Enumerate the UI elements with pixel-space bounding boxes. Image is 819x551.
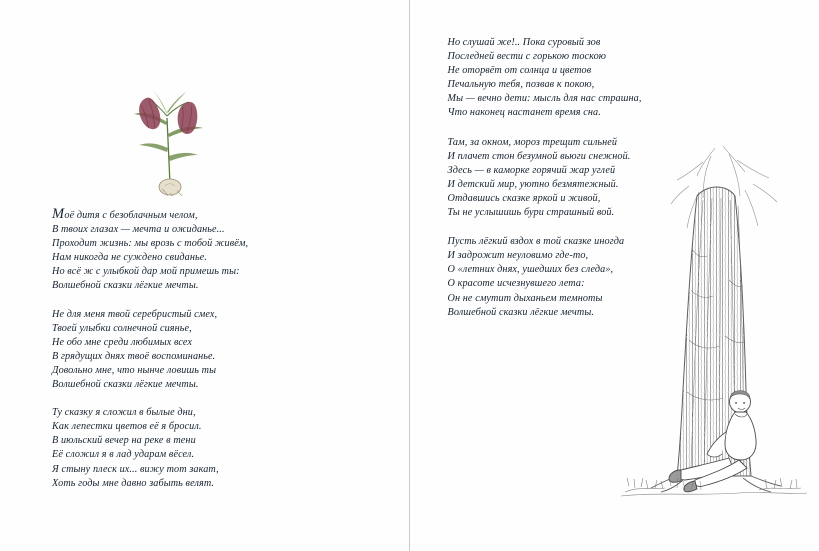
- poem-line: Ты не услышишь бури страшный вой.: [447, 207, 615, 219]
- poem-line: Волшебной сказки лёгкие мечты.: [447, 306, 594, 318]
- poem-line: Не обо мне среди любимых всех: [52, 336, 193, 348]
- poem-line: Пусть лёгкий вздох в той сказке иногда: [447, 236, 625, 248]
- poem-line: Волшебной сказки лёгкие мечты.: [52, 379, 199, 391]
- poem-line: О красоте исчезнувшего лета:: [447, 278, 585, 290]
- poem-line: Волшебной сказки лёгкие мечты.: [52, 280, 199, 292]
- poem-line: Мы — вечно дети: мысль для нас страшна,: [447, 93, 642, 105]
- stanza: [52, 207, 362, 294]
- poem-line: Он не смутит дыханьем темноты: [447, 292, 603, 304]
- poem-line: Ту сказку я сложил в былые дни,: [52, 407, 196, 419]
- poem-line: В твоих глазах — мечта и ожиданье...: [52, 224, 225, 236]
- right-page: [410, 0, 819, 551]
- fritillary-flower-botanical-illustration: [110, 56, 230, 196]
- drop-cap: М: [52, 206, 65, 222]
- flower-svg: [110, 56, 230, 196]
- poem-line: Печальную тебя, позвав к покою,: [447, 79, 595, 91]
- tree-svg: [619, 140, 809, 520]
- poem-line: Здесь — в каморке горячий жар углей: [447, 164, 616, 176]
- poem-line: Что наконец настанет время сна.: [447, 107, 601, 119]
- poem-line: И детский мир, уютно безмятежный.: [447, 178, 619, 190]
- poem-line: Но слушай же!.. Пока суровый зов: [447, 37, 601, 48]
- stanza: [52, 406, 362, 491]
- poem-line: Нам никогда не суждено свиданье.: [52, 252, 208, 264]
- poem-line: Последней вести с горькою тоскою: [447, 51, 607, 63]
- poem-line: Её сложил я в лад ударам вёсел.: [52, 449, 195, 461]
- poem-line: И плачет стон безумной вьюги снежной.: [447, 150, 631, 162]
- child-under-tree-pen-drawing: [619, 140, 809, 520]
- stanza: [448, 36, 728, 121]
- left-poem: [52, 207, 362, 505]
- poem-line: Как лепестки цветов её я бросил.: [52, 421, 202, 433]
- poem-line: Хоть годы мне давно забыть велят.: [52, 477, 215, 489]
- poem-line: Не для меня твой серебристый смех,: [52, 308, 218, 320]
- poem-line: Твоей улыбки солнечной сиянье,: [52, 322, 192, 334]
- poem-line: Там, за окном, мороз трещит сильней: [447, 136, 618, 148]
- poem-line: Довольно мне, что нынче ловишь ты: [52, 364, 217, 376]
- poem-line: В июльский вечер на реке в тени: [52, 435, 196, 447]
- poem-line: оё дитя с безоблачным челом,: [64, 210, 198, 221]
- poem-line: Отдавшись сказке яркой и живой,: [447, 192, 601, 204]
- poem-line: Не оторвёт от солнца и цветов: [447, 65, 592, 77]
- poem-line: Проходит жизнь: мы врозь с тобой живём,: [52, 238, 249, 250]
- poem-line: Я стыну плеск их... вижу тот закат,: [52, 463, 219, 475]
- poem-line: О «летних днях, ушедших без следа»,: [447, 264, 614, 276]
- poem-line: В грядущих днях твоё воспоминанье.: [52, 350, 216, 362]
- stanza: [52, 308, 362, 393]
- poem-line: И задрожит неуловимо где-то,: [447, 250, 589, 262]
- poem-line: Но всё ж с улыбкой дар мой примешь ты:: [52, 266, 240, 278]
